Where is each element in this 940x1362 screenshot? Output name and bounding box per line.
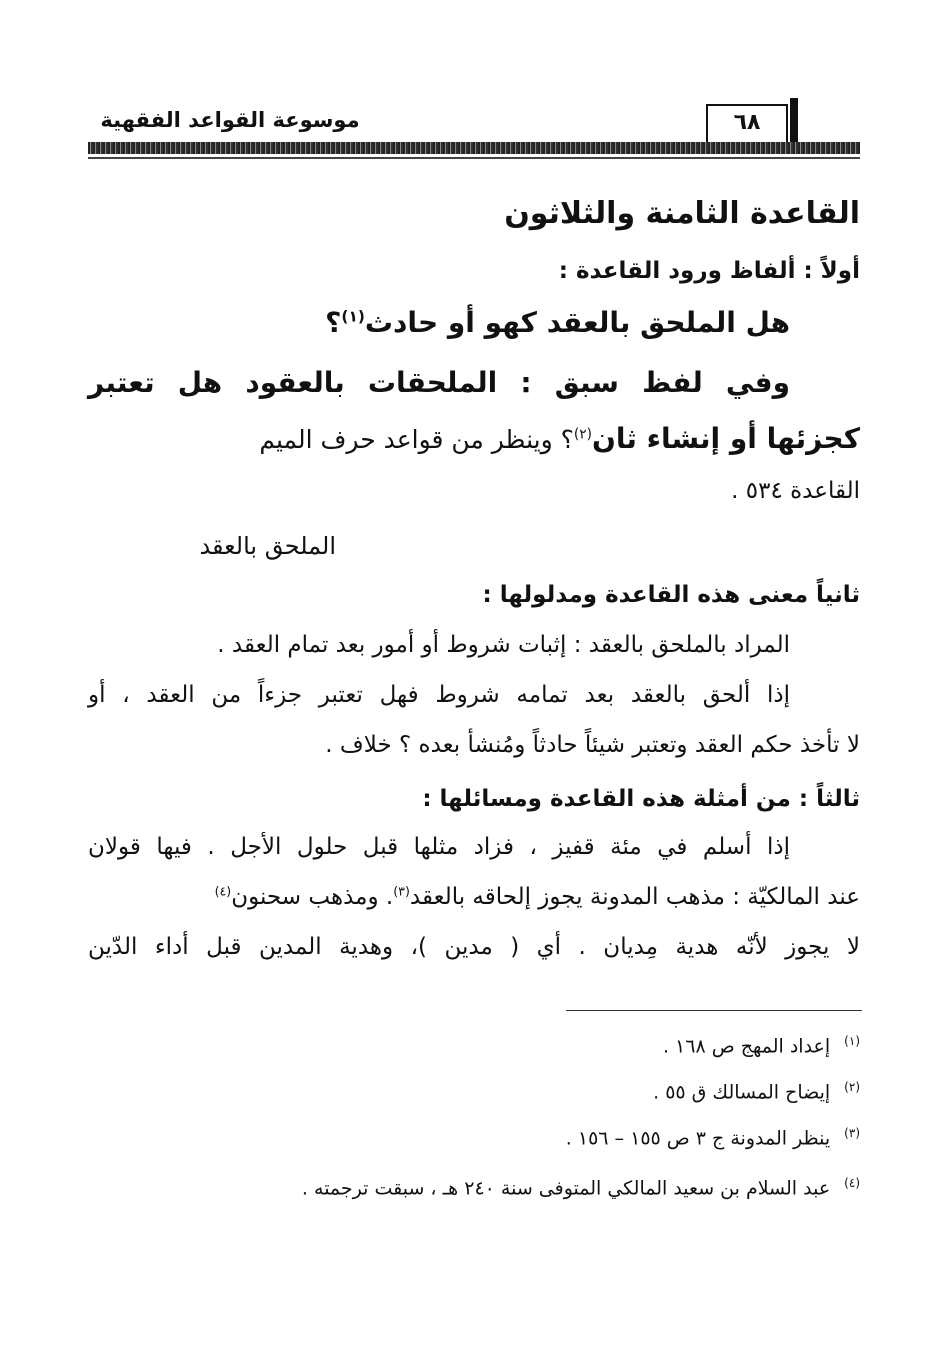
footnote-1 bbox=[663, 1034, 860, 1057]
footnote-ref-1: (١) bbox=[341, 307, 365, 326]
rule-statement-2-line1: وفي لفظ سبق : الملحقات بالعقود هل تعتبر bbox=[88, 366, 790, 399]
page-number: ٦٨ bbox=[733, 110, 761, 135]
footnote-2-text: إيضاح المسالك ق ٥٥ . bbox=[653, 1081, 831, 1104]
section2-title: ثانياً معنى هذه القاعدة ومدلولها : bbox=[482, 582, 860, 608]
page-number-box bbox=[706, 104, 788, 142]
meaning-line-2: إذا ألحق بالعقد بعد تمامه شروط فهل تعتبر جزءاً من العقد ، أو bbox=[88, 682, 790, 708]
rule-statement-1-qmark: ؟ bbox=[325, 306, 342, 339]
rule-statement-1-text: هل الملحق بالعقد كهو أو حادث bbox=[364, 306, 790, 339]
footnote-4-mark: (٤) bbox=[844, 1176, 860, 1190]
footnote-4-text: عبد السلام بن سعيد المالكي المتوفى سنة ٢٤٠ هـ ، سبقت ترجمته . bbox=[301, 1177, 831, 1200]
example-line-1: إذا أسلم في مئة قفيز ، فزاد مثلها قبل حلول الأجل . فيها قولان bbox=[88, 834, 790, 860]
footnote-ref-3: (٣) bbox=[393, 883, 410, 899]
example-line-3: لا يجوز لأنّه هدية مِديان . أي ( مدين )، وهدية المدين قبل أداء الدّين bbox=[88, 934, 860, 960]
footnote-ref-2: (٢) bbox=[573, 426, 592, 443]
header-rule-thin bbox=[88, 157, 860, 159]
example-line-2-a: عند المالكيّة : مذهب المدونة يجوز إلحاقه بالعقد bbox=[409, 884, 860, 910]
footnote-4 bbox=[302, 1176, 860, 1199]
footnote-separator bbox=[566, 1010, 862, 1011]
footnote-3 bbox=[566, 1126, 860, 1149]
section1-title: أولاً : ألفاظ ورود القاعدة : bbox=[558, 258, 860, 284]
subheading: الملحق بالعقد bbox=[199, 532, 336, 560]
rule-statement-2-line3: القاعدة ٥٣٤ . bbox=[731, 478, 860, 504]
section3-title: ثالثاً : من أمثلة هذه القاعدة ومسائلها : bbox=[422, 786, 860, 812]
rule-heading: القاعدة الثامنة والثلاثون bbox=[504, 196, 860, 231]
footnote-3-text: ينظر المدونة ج ٣ ص ١٥٥ – ١٥٦ . bbox=[565, 1127, 831, 1150]
meaning-line-1: المراد بالملحق بالعقد : إثبات شروط أو أمور بعد تمام العقد . bbox=[217, 632, 790, 658]
meaning-line-3: لا تأخذ حكم العقد وتعتبر شيئاً حادثاً ومُنشأ بعده ؟ خلاف . bbox=[325, 732, 860, 758]
footnote-ref-4: (٤) bbox=[214, 883, 232, 899]
rule-statement-2-bold: كجزئها أو إنشاء ثان bbox=[592, 422, 860, 455]
footnote-1-text: إعداد المهج ص ١٦٨ . bbox=[662, 1035, 831, 1058]
header-rule-thick bbox=[88, 142, 860, 154]
footnote-2-mark: (٢) bbox=[844, 1080, 860, 1094]
example-line-2 bbox=[88, 884, 860, 910]
example-line-2-b: . ومذهب سحنون bbox=[231, 884, 394, 910]
footnote-3-mark: (٣) bbox=[844, 1126, 860, 1140]
rule-statement-2-line2 bbox=[88, 422, 860, 455]
rule-statement-1 bbox=[88, 306, 790, 339]
running-header-title: موسوعة القواعد الفقهية bbox=[100, 108, 360, 132]
footnote-1-mark: (١) bbox=[844, 1034, 860, 1048]
footnote-2 bbox=[653, 1080, 860, 1103]
rule-statement-2-rest: ؟ وينظر من قواعد حرف الميم bbox=[259, 425, 574, 454]
